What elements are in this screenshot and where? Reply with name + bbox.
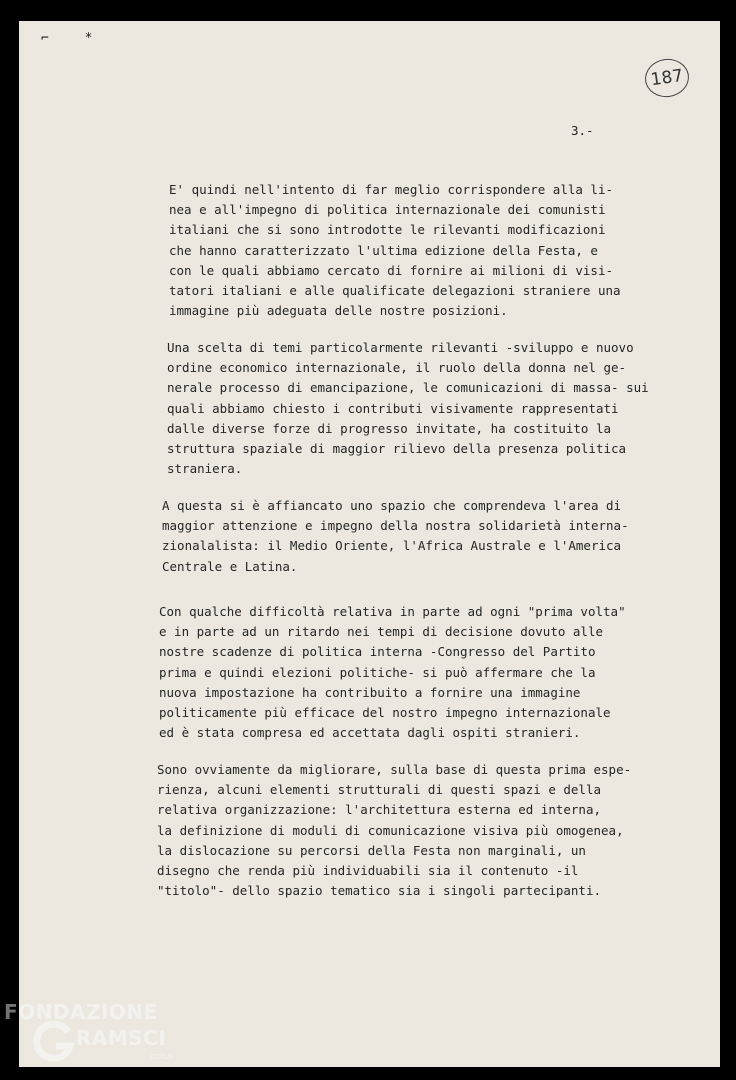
document-page — [19, 21, 720, 1067]
fondazione-gramsci-watermark — [4, 1000, 184, 1078]
corner-marks: ⌐ * — [41, 31, 107, 46]
paragraph: E' quindi nell'intento di far meglio corrispondere alla li- nea e all'impegno di politica internazionale dei comunisti italiani che si sono introdotte le rilevanti modificazioni che hanno caratterizzato l'ultima edizione della Festa, e con le quali abbiamo cercato di fornire ai milioni di visi- tatori italiani e alle qualificate delegazioni straniere una immagine più adeguata delle nostre posizioni. — [169, 182, 621, 319]
paragraph: Con qualche difficoltà relativa in parte ad ogni "prima volta" e in parte ad un ritardo nei tempi di decisione dovuto alle nostre scadenze di politica interna -Congresso del Partito prima e quindi elezioni politiche- si può affermare che la nuova impostazione ha contribuito a fornire una immagine politicamente più efficace del nostro impegno internazionale ed è stata compresa ed accettata dagli ospiti stranieri. — [159, 604, 626, 741]
archive-stamp-number: 187 — [649, 65, 685, 91]
paragraph: Una scelta di temi particolarmente rilevanti -sviluppo e nuovo ordine economico internazionale, il ruolo della donna nel ge- nerale processo di emancipazione, le comunicazioni di massa- sui quali abbiamo chiesto i contributi visivamente rappresentati dalle diverse forze di progresso invitate, ha costituito la struttura spaziale di maggior rilievo della presenza politica straniera. — [167, 340, 649, 477]
gramsci-g-logo-icon — [32, 1020, 76, 1064]
page-number: 3.- — [571, 123, 594, 138]
paragraph: Sono ovviamente da migliorare, sulla base di questa prima espe- rienza, alcuni elementi strutturali di questi spazi e della relativa organizzazione: l'architettura esterna ed interna, la definizione di moduli di comunicazione visiva più omogenea, la dislocazione su percorsi della Festa non marginali, un disegno che renda più individuabili sia il contenuto -il "titolo"- dello spazio tematico sia i singoli partecipanti. — [157, 762, 632, 899]
watermark-line1: FONDAZIONE — [4, 1000, 158, 1024]
watermark-suffix: onlus — [150, 1052, 175, 1062]
archive-stamp — [643, 56, 692, 100]
paragraph: A questa si è affiancato uno spazio che comprendeva l'area di maggior attenzione e impegno della nostra solidarietà interna- zionalalista: il Medio Oriente, l'Africa Australe e l'America Centrale e Latina. — [162, 498, 629, 574]
watermark-line2: RAMSCI — [76, 1026, 167, 1050]
